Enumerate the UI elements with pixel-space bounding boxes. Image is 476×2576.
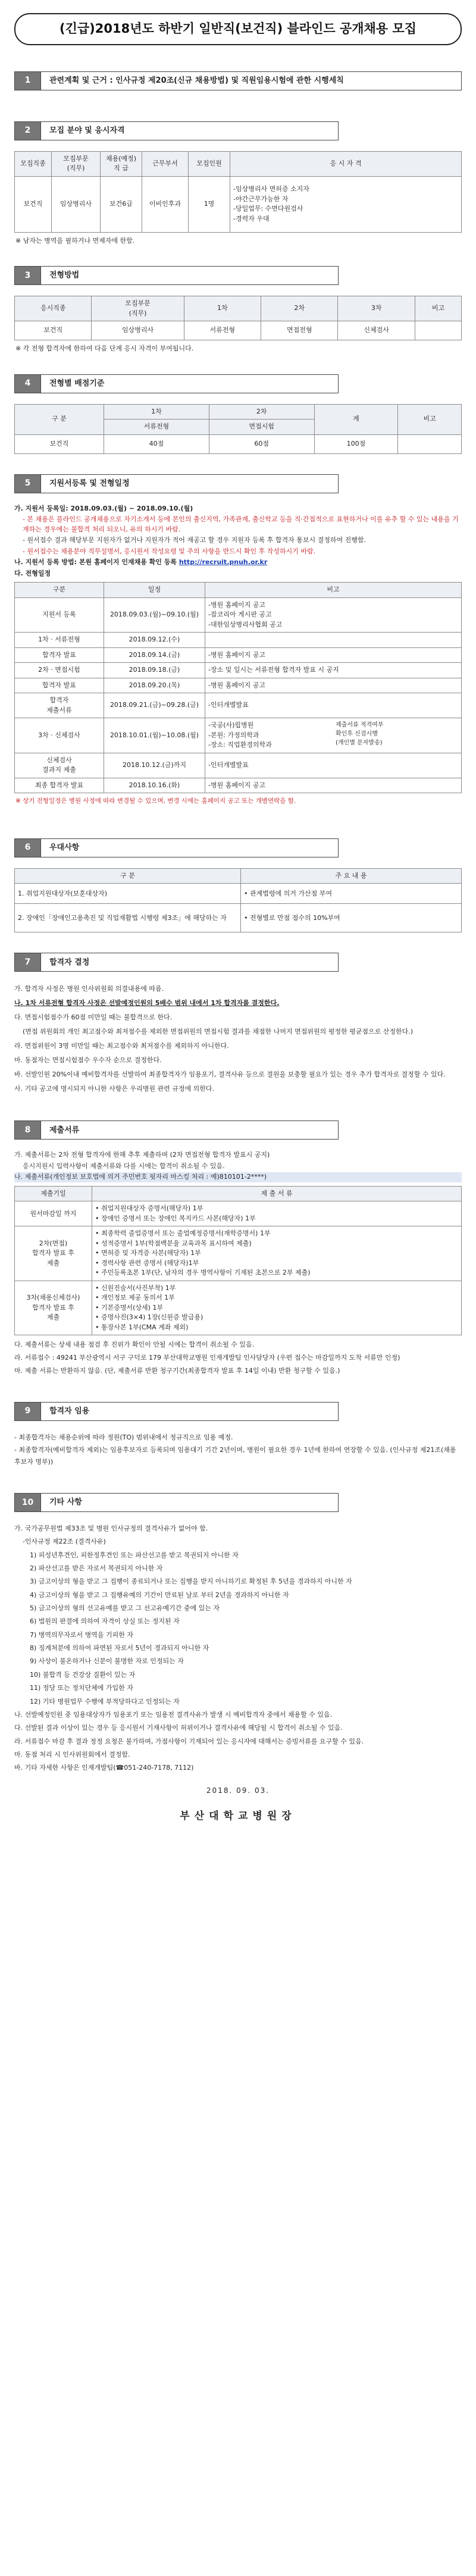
document-item: • 면허증 및 자격증 사본(해당자) 1부 [95, 1249, 201, 1257]
stage-item: 면접시험 [55, 666, 80, 674]
text-line: - 최종합격자는 채용순위에 따라 정원(TO) 범위내에서 정규직으로 임용 예정. [14, 1433, 233, 1441]
qualification-line: -임상병리사 면허증 소지자 [233, 185, 309, 193]
text-line: 가. 국가공무원법 제33조 및 병원 인사규정의 결격사유가 없어야 함. [14, 1525, 208, 1533]
table-cell: -병원 홈페이지 공고 -잡코리아 게시판 공고 -대한임상병리사협회 공고 [205, 597, 462, 633]
section-2-header [14, 121, 339, 140]
text-line: - 최종합격자(예비합격자 제외)는 임용후보자로 등록되며 임용대기 기간 2년이며, 병원이 필요한 경우 1년에 한하여 연장할 수 있음. (인사규정 제21조(채용후보자 명부)) [14, 1446, 456, 1466]
text-line: 1) 피성년후견인, 피한정후견인 또는 파산선고를 받고 복권되지 아니한 자 [30, 1551, 239, 1559]
text-line: 11) 정당 또는 정치단체에 가입한 자 [30, 1684, 133, 1692]
stage-item: 신체검사 [55, 731, 80, 739]
text-line: 가. 합격자 사정은 병원 인사위원회 의결내용에 따름. [14, 985, 164, 993]
stage-label: 1차 [38, 636, 49, 643]
text-line: (면접 위원회의 개인 최고점수와 최저점수를 제외한 면접위원의 면접시험 결과를 채점한 나머지 면접위원의 평정한 평균점으로 산정한다.) [23, 1028, 414, 1036]
document-item: • 개인정보 제공 동의서 1부 [95, 1294, 175, 1302]
pass-decision-text [14, 982, 462, 1095]
table-header: 채용(예정) 직 급 [101, 151, 142, 176]
table-header: 구 분 [15, 404, 104, 434]
document-item: • 주민등록초본 1부(단, 남자의 경우 병역사항이 기재된 초본으로 2부 제출) [95, 1269, 311, 1277]
text-line: - 원서접수는 채용분야 직무설명서, 응시원서 작성요령 및 주의 사항을 반드시 확인 후 작성하시기 바람. [23, 547, 316, 555]
table-cell: 신체검사 결과지 제출 [15, 753, 104, 778]
text-line: 2) 파산선고를 받은 자로서 복권되지 아니한 자 [30, 1564, 163, 1573]
table-cell: 지원서 등록 [15, 597, 104, 633]
table-cell: 임상병리사 [52, 176, 101, 232]
table-cell: 2018.09.03.(월)~09.10.(월) [104, 597, 205, 633]
table-cell: 최종 합격자 발표 [15, 778, 104, 793]
table-header: 제출기일 [15, 1186, 92, 1201]
table-header: 구분 [15, 583, 104, 598]
table-cell: -병원 홈페이지 공고 [205, 678, 462, 693]
text-line: 5) 금고이상의 형의 선고유예를 받고 그 선고유예기간 중에 있는 자 [30, 1604, 220, 1613]
table-cell [205, 633, 462, 648]
table-subheader: 면접시험 [209, 420, 314, 435]
section-6-header [14, 838, 339, 857]
section-number: 3 [15, 267, 41, 284]
table-cell: 1명 [189, 176, 230, 232]
other-matters [14, 1523, 462, 1774]
schedule-table [14, 582, 462, 793]
document-item: • 최종학력 졸업증명서 또는 졸업예정증명서(재학증명서) 1부 [95, 1229, 271, 1238]
table-cell [398, 434, 462, 453]
section-number: 9 [15, 1403, 41, 1420]
table-cell: 2018.10.16.(화) [104, 778, 205, 793]
section-4-header [14, 374, 339, 393]
table-cell: 3차 · 신체검사 [15, 718, 104, 753]
text-line: 사. 기타 공고에 명시되지 아니한 사항은 우리병원 관련 규정에 의한다. [14, 1085, 214, 1093]
stage-label: 2차 [38, 666, 49, 674]
section-number: 7 [15, 953, 41, 971]
text-line: 나. 제출서류(개인정보 보호법에 의거 주민번호 뒷자리 마스킹 처리 : 예)810101-2****) [14, 1172, 462, 1182]
section-1-header [14, 71, 462, 90]
table-header: 구 분 [15, 868, 241, 884]
table-cell: 2018.10.12.(금)까지 [104, 753, 205, 778]
text-line: 라. 서류접수 마감 후 결과 정정 요청은 불가하며, 가점사항이 기재되어 있는 응시자에 대해서는 증빙서류를 요구할 수 있음. [14, 1737, 364, 1745]
text-line: 4) 금고이상의 형을 받고 그 집행유예의 기간이 만료된 날로 부터 2년을 경과하지 아니한 자 [30, 1591, 289, 1599]
table-header: 모집직종 [15, 151, 52, 176]
table-cell [415, 321, 461, 340]
table-header: 모집부문 (직무) [52, 151, 101, 176]
text-line: 가. 지원서 등록일: 2018.09.03.(월) ~ 2018.09.10.(월) [14, 504, 193, 512]
table-cell: -인터개별발표 [205, 753, 462, 778]
selection-method-table [14, 296, 462, 340]
table-cell: 2. 장애인「장애인고용촉진 및 직업재활법 시행령 제3조」에 해당하는 자 [15, 904, 241, 932]
text-line: 마. 제출 서류는 반환하지 않음. (단, 제출서류 반환 청구기간(최종합격자 발표 후 14일 이내) 반환 청구할 수 있음.) [14, 1366, 340, 1375]
document-item: • 경력사항 관련 증명서 (해당자)1부 [95, 1259, 199, 1267]
text-line: 7) 병역의무자로서 병역을 기피한 자 [30, 1630, 134, 1639]
schedule-note: -국공(사)립병원 -본원: 가정의학과 -장소: 직업환경의학과 [208, 721, 272, 749]
recruit-table [14, 151, 462, 233]
text-line: 라. 서류접수 : 49241 부산광역시 서구 구덕로 179 부산대학교병원 인재개발팀 인사담당자 (우편 접수는 마감일까지 도착 서류만 인정) [14, 1354, 400, 1362]
document-item: • 성적증명서 1부(학점백분율 교육과목 표시하여 제출) [95, 1239, 252, 1247]
text-line: 마. 동점자는 면접시험점수 우수자 순으로 결정한다. [14, 1056, 162, 1065]
table-subheader: 서류전형 [104, 420, 209, 435]
table-header: 응시직종 [15, 296, 92, 321]
table-header: 비고 [398, 404, 462, 434]
section-5-header [14, 474, 339, 493]
table-header: 1차 [184, 296, 261, 321]
qualification-line: -야간근무가능한 자 [233, 195, 289, 203]
text-line: -인사규정 제22조 (결격사유) [23, 1538, 106, 1546]
table-cell: 신체검사 [338, 321, 415, 340]
table-cell [92, 1281, 462, 1335]
table-cell [92, 1226, 462, 1281]
document-item: • 취업지원대상자 증명서(해당자) 1부 [95, 1204, 203, 1213]
documents-after [14, 1339, 462, 1376]
score-table [14, 404, 462, 454]
table-cell: 2018.09.18.(금) [104, 663, 205, 678]
table-cell: -장소 및 일시는 서류전형 합격자 발표 시 공지 [205, 663, 462, 678]
page-title: (긴급)2018년도 하반기 일반직(보건직) 블라인드 공개채용 모집 [14, 13, 462, 45]
table-header: 3차 [338, 296, 415, 321]
section-number: 2 [15, 122, 41, 140]
table-cell: 2018.10.01.(월)~10.08.(월) [104, 718, 205, 753]
table-header: 모집인원 [189, 151, 230, 176]
section-number: 4 [15, 375, 41, 393]
section-label: 전형방법 [41, 267, 338, 284]
table-cell: 2018.09.14.(금) [104, 647, 205, 663]
table-cell: • 관계법령에 의거 가산점 부여 [241, 884, 462, 904]
table-cell: 보건6급 [101, 176, 142, 232]
table-cell: 100점 [314, 434, 398, 453]
table-header: 계 [314, 404, 398, 434]
section-label: 모집 분야 및 응시자격 [41, 122, 338, 140]
text-line: 마. 동점 처리 시 인사위원회에서 결정함. [14, 1750, 130, 1758]
table-cell: 합격자 제출서류 [15, 693, 104, 718]
documents-intro [14, 1150, 462, 1182]
document-item: • 신원진술서(사진부착) 1부 [95, 1284, 176, 1292]
text-line: - 본 채용은 블라인드 공개채용으로 자기소개서 등에 본인의 출신지역, 가족관계, 출신학교 등을 직·간접적으로 표현하거나 이를 유추 할 수 있는 내용을 기재하는 경우에는 불합격 처리 되오니, 유의 하시기 바람. [23, 515, 459, 533]
text-line: 다. 전형일정 [14, 569, 51, 577]
table-cell: 서류전형 [184, 321, 261, 340]
stage-item: 서류전형 [55, 636, 80, 643]
section-label: 기타 사항 [41, 1494, 338, 1511]
table-cell: 2차 · 면접시험 [15, 663, 104, 678]
section-label: 우대사항 [41, 839, 338, 857]
text-line: 라. 면접위원이 3명 미만일 때는 최고점수와 최저점수를 제외하지 아니한다. [14, 1042, 229, 1050]
text-line: 9) 사상이 불온하거나 신분이 불명한 자로 인정되는 자 [30, 1657, 184, 1666]
recruit-link[interactable]: http://recruit.pnuh.or.kr [178, 558, 268, 566]
qualification-line: -당일업무: 수면다원검사 [233, 205, 303, 212]
text-line: 3) 금고이상의 형을 받고 그 집행이 종료되거나 또는 집행을 받지 아니하기로 확정된 후 5년을 경과하지 아니한 자 [30, 1577, 352, 1586]
section-9-header [14, 1402, 339, 1421]
section-8-header [14, 1120, 339, 1140]
table-cell: 2018.09.12.(수) [104, 633, 205, 648]
table-cell: 보건직 [15, 434, 104, 453]
text-line: 6) 법원의 판결에 의하여 자격이 상실 또는 정지된 자 [30, 1617, 180, 1626]
document-item: • 장애인 증명서 또는 장애인 복지카드 사본(해당자) 1부 [95, 1214, 256, 1222]
table-cell: 60점 [209, 434, 314, 453]
apply-method: 나. 지원서 등록 방법: 본원 홈페이지 인재채용 확인 등록 [14, 558, 177, 566]
section-number: 8 [15, 1121, 41, 1139]
section-note: ※ 각 전형 합격자에 한하여 다음 단계 응시 자격이 부여됩니다. [15, 345, 194, 352]
schedule-note-2: 제출서류 적격여부 확인후 신검시행 (개인별 문자발송) [336, 722, 384, 746]
section-label: 지원서등록 및 전형일정 [41, 475, 338, 493]
table-header: 1차 [104, 404, 209, 420]
application-info [14, 504, 462, 579]
table-cell [92, 1201, 462, 1226]
section-number: 6 [15, 839, 41, 857]
table-header: 제 출 서 류 [92, 1186, 462, 1201]
section-label: 합격자 임용 [41, 1403, 338, 1420]
section-number: 10 [15, 1494, 41, 1511]
table-cell: 2차(면접) 합격자 발표 후 제출 [15, 1226, 92, 1281]
text-line [14, 558, 462, 568]
table-cell: 합격자 발표 [15, 678, 104, 693]
table-header: 주 요 내 용 [241, 868, 462, 884]
document-item: • 기본증명서(상세) 1부 [95, 1303, 164, 1312]
section-number: 1 [15, 72, 41, 90]
table-header: 모집부문 (직무) [92, 296, 184, 321]
text-line: 바. 선발인원 20%이내 예비합격자를 선발하여 최종합격자가 임용포기, 결격사유 등으로 결원을 보충할 필요가 있는 경우 추가 합격자로 결정할 수 있다. [14, 1071, 446, 1079]
table-header: 2차 [261, 296, 338, 321]
table-cell: 이비인후과 [142, 176, 189, 232]
table-cell: 원서마감일 까지 [15, 1201, 92, 1226]
preference-table [14, 868, 462, 933]
table-cell: 2018.09.21.(금)~09.28.(금) [104, 693, 205, 718]
table-header: 일정 [104, 583, 205, 598]
qualification-cell [230, 176, 462, 232]
table-cell: -인터개별발표 [205, 693, 462, 718]
table-cell: 3차(채용신체검사) 합격자 발표 후 제출 [15, 1281, 92, 1335]
text-line: 다. 제출서류는 상세 내용 점검 후 진위가 확인이 안될 시에는 합격이 취소될 수 있음. [14, 1341, 255, 1349]
table-header: 2차 [209, 404, 314, 420]
text-line: 10) 불합격 등 건강상 질환이 있는 자 [30, 1670, 136, 1679]
table-cell [205, 718, 462, 753]
table-header: 비고 [205, 583, 462, 598]
schedule-note: ※ 상기 전형일정은 병원 사정에 따라 변경될 수 있으며, 변경 시에는 홈페이지 공고 또는 개별연락을 함. [15, 797, 296, 805]
documents-table [14, 1186, 462, 1336]
text-line: 다. 면접시험점수가 60점 미만일 때는 불합격으로 한다. [14, 1013, 173, 1022]
table-header: 근무부서 [142, 151, 189, 176]
section-label: 전형별 배점기준 [41, 375, 338, 393]
table-cell: 합격자 발표 [15, 647, 104, 663]
table-cell: -병원 홈페이지 공고 [205, 778, 462, 793]
table-cell: 1. 취업지원대상자(보훈대상자) [15, 884, 241, 904]
table-cell: 면접전형 [261, 321, 338, 340]
table-cell: -병원 홈페이지 공고 [205, 647, 462, 663]
section-note: ※ 남자는 병역을 필하거나 면제자에 한함. [15, 236, 135, 245]
section-label: 제출서류 [41, 1121, 338, 1139]
section-label: 합격자 결정 [41, 953, 338, 971]
document-item: • 통장사본 1부(CMA 계좌 제외) [95, 1323, 189, 1331]
appointment-text [14, 1432, 462, 1468]
section-10-header [14, 1493, 339, 1512]
text-line: 나. 1차 서류전형 합격자 사정은 선발예정인원의 5배수 범위 내에서 1차 합격자를 결정한다. [14, 999, 280, 1007]
text-line: 응시지원시 입력사항이 제출서류와 다를 시에는 합격이 취소될 수 있음. [23, 1162, 225, 1170]
section-7-header [14, 953, 339, 972]
qualification-line: -경력자 우대 [233, 214, 270, 223]
text-line: 바. 기타 자세한 사항은 인재개발팀(☎051-240-7178, 7112) [14, 1764, 194, 1772]
section-label: 관련계획 및 근거 : 인사규정 제20조(신규 채용방법) 및 직원임용시험에 관한 시행세칙 [41, 72, 461, 90]
organization-name: 부산대학교병원장 [180, 1810, 296, 1822]
text-line: 가. 제출서류는 2차 전형 합격자에 한해 추후 제출하며 (2차 면접전형 합격자 발표시 공지) [14, 1151, 270, 1159]
text-line: - 원서접수 결과 해당부문 지원자가 없거나 지원자가 적어 재공고 할 경우 지원자 등록 후 합격자 통보시 결정하여 진행함. [23, 536, 366, 544]
table-header: 응 시 자 격 [230, 151, 462, 176]
table-cell: 보건직 [15, 176, 52, 232]
table-cell: 40점 [104, 434, 209, 453]
section-number: 5 [15, 475, 41, 493]
table-header: 비고 [415, 296, 461, 321]
table-cell: • 전형별로 만점 점수의 10%부여 [241, 904, 462, 932]
text-line: 8) 징계처분에 의하여 파면된 자로서 5년이 경과되지 아니한 자 [30, 1644, 209, 1652]
table-cell: 2018.09.20.(목) [104, 678, 205, 693]
stage-label: 3차 [38, 731, 49, 739]
table-cell: 보건직 [15, 321, 92, 340]
announcement-date: 2018. 09. 03. [206, 1786, 270, 1795]
text-line: 12) 기타 병원업무 수행에 부적당하다고 인정되는 자 [30, 1697, 180, 1705]
text-line: 나. 선발예정인원 중 임용대상자가 임용포기 또는 임용전 결격사유가 발생 시 예비합격자 중에서 채용할 수 있음. [14, 1710, 333, 1719]
text-line: 다. 선발된 결과 이상이 있는 경우 등 응시원서 기재사항이 허위이거나 결격사유에 해당될 시 합격이 취소될 수 있음. [14, 1724, 343, 1732]
table-cell: 임상병리사 [92, 321, 184, 340]
section-3-header [14, 266, 339, 285]
table-cell: 1차 · 서류전형 [15, 633, 104, 648]
document-item: • 증명사진(3×4) 1장(신원증 발급용) [95, 1313, 203, 1322]
